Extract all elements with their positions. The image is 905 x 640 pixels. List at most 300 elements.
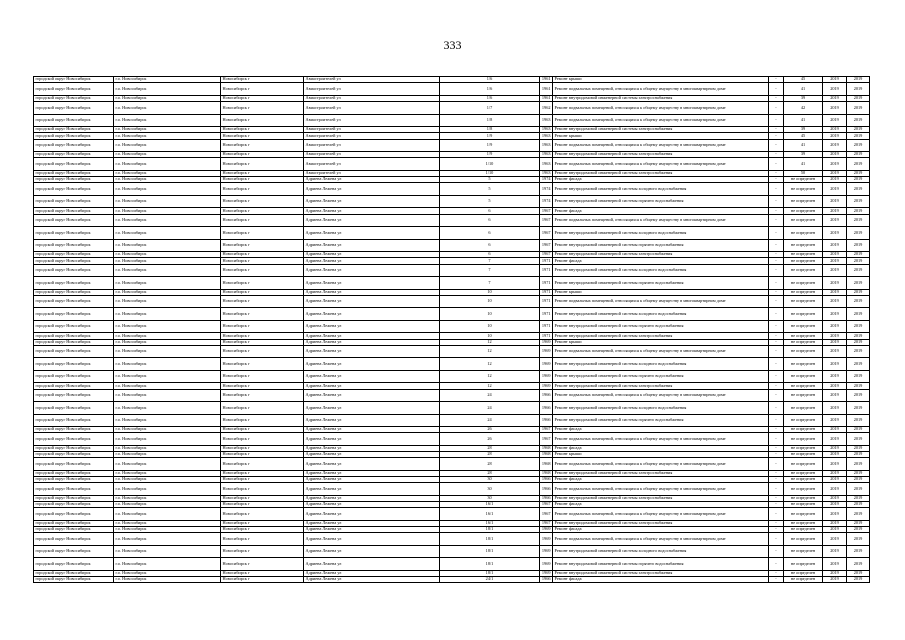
cell-end-year: 2019 xyxy=(847,170,870,176)
cell-end-year: 2019 xyxy=(847,295,870,308)
cell-municipality: городской округ Новосибирск xyxy=(34,502,114,508)
cell-locality: Новосибирск г xyxy=(221,533,304,546)
cell-work-type: Ремонт внутридомовой инженерной системы холодного водоснабжения xyxy=(553,545,769,558)
cell-build-year: 1966 xyxy=(540,495,553,501)
cell-city-district: г.о. Новосибирск xyxy=(114,320,221,333)
cell-city-district: г.о. Новосибирск xyxy=(114,358,221,371)
cell-plan-year: 2019 xyxy=(823,502,847,508)
cell-city-district: г.о. Новосибирск xyxy=(114,208,221,214)
cell-municipality: городской округ Новосибирск xyxy=(34,577,114,583)
cell-dash: - xyxy=(769,433,784,446)
cell-plan-year: 2019 xyxy=(823,339,847,345)
cell-locality: Новосибирск г xyxy=(221,95,304,101)
cell-municipality: городской округ Новосибирск xyxy=(34,533,114,546)
cell-cost: 39 xyxy=(784,152,823,158)
cell-city-district: г.о. Новосибирск xyxy=(114,277,221,290)
cell-municipality: городской округ Новосибирск xyxy=(34,483,114,496)
cell-dash: - xyxy=(769,533,784,546)
cell-house-number: 6 xyxy=(440,252,540,258)
repair-register-table xyxy=(33,76,870,583)
cell-end-year: 2019 xyxy=(847,402,870,415)
cell-plan-year: 2019 xyxy=(823,252,847,258)
cell-house-number: 16/1 xyxy=(440,502,540,508)
cell-end-year: 2019 xyxy=(847,289,870,295)
cell-end-year: 2019 xyxy=(847,445,870,451)
cell-cost: не определен xyxy=(784,252,823,258)
cell-street: Авиастроителей ул xyxy=(304,133,440,139)
cell-end-year: 2019 xyxy=(847,433,870,446)
cell-cost: не определен xyxy=(784,227,823,240)
cell-plan-year: 2019 xyxy=(823,358,847,371)
cell-dash: - xyxy=(769,445,784,451)
cell-house-number: 1/6 xyxy=(440,95,540,101)
cell-house-number: 26 xyxy=(440,427,540,433)
cell-dash: - xyxy=(769,77,784,83)
cell-end-year: 2019 xyxy=(847,495,870,501)
cell-end-year: 2019 xyxy=(847,477,870,483)
cell-house-number: 24 xyxy=(440,402,540,415)
cell-work-type: Ремонт фасада xyxy=(553,258,769,264)
cell-cost: не определен xyxy=(784,445,823,451)
cell-plan-year: 2019 xyxy=(823,133,847,139)
cell-build-year: 1974 xyxy=(540,177,553,183)
cell-city-district: г.о. Новосибирск xyxy=(114,133,221,139)
cell-city-district: г.о. Новосибирск xyxy=(114,83,221,96)
cell-dash: - xyxy=(769,483,784,496)
cell-house-number: 1/7 xyxy=(440,102,540,115)
cell-work-type: Ремонт подвальных помещений, относящихся к общему имуществу в многоквартирном доме xyxy=(553,483,769,496)
cell-municipality: городской округ Новосибирск xyxy=(34,195,114,208)
cell-municipality: городской округ Новосибирск xyxy=(34,264,114,277)
cell-work-type: Ремонт внутридомовой инженерной системы горячего водоснабжения xyxy=(553,558,769,571)
cell-cost: не определен xyxy=(784,258,823,264)
cell-dash: - xyxy=(769,508,784,521)
cell-plan-year: 2019 xyxy=(823,158,847,171)
cell-build-year: 1967 xyxy=(540,508,553,521)
cell-city-district: г.о. Новосибирск xyxy=(114,545,221,558)
cell-work-type: Ремонт подвальных помещений, относящихся к общему имуществу в многоквартирном доме xyxy=(553,458,769,471)
cell-street: Адриена Лежена ул xyxy=(304,433,440,446)
cell-plan-year: 2019 xyxy=(823,483,847,496)
cell-house-number: 6 xyxy=(440,239,540,252)
table-row xyxy=(34,558,870,571)
cell-dash: - xyxy=(769,252,784,258)
cell-street: Авиастроителей ул xyxy=(304,152,440,158)
cell-build-year: 1961 xyxy=(540,95,553,101)
cell-build-year: 1963 xyxy=(540,152,553,158)
cell-city-district: г.о. Новосибирск xyxy=(114,345,221,358)
cell-street: Адриена Лежена ул xyxy=(304,295,440,308)
cell-build-year: 1967 xyxy=(540,227,553,240)
cell-house-number: 6 xyxy=(440,208,540,214)
cell-dash: - xyxy=(769,195,784,208)
cell-locality: Новосибирск г xyxy=(221,195,304,208)
cell-house-number: 1/8 xyxy=(440,127,540,133)
cell-work-type: Ремонт внутридомовой инженерной системы электроснабжения xyxy=(553,127,769,133)
cell-end-year: 2019 xyxy=(847,208,870,214)
cell-street: Адриена Лежена ул xyxy=(304,452,440,458)
cell-city-district: г.о. Новосибирск xyxy=(114,170,221,176)
cell-plan-year: 2019 xyxy=(823,320,847,333)
cell-dash: - xyxy=(769,345,784,358)
cell-plan-year: 2019 xyxy=(823,308,847,321)
cell-build-year: 1969 xyxy=(540,558,553,571)
table-row xyxy=(34,508,870,521)
cell-locality: Новосибирск г xyxy=(221,227,304,240)
cell-city-district: г.о. Новосибирск xyxy=(114,383,221,389)
cell-city-district: г.о. Новосибирск xyxy=(114,152,221,158)
cell-house-number: 24/1 xyxy=(440,577,540,583)
cell-city-district: г.о. Новосибирск xyxy=(114,114,221,127)
cell-house-number: 24 xyxy=(440,414,540,427)
cell-end-year: 2019 xyxy=(847,414,870,427)
cell-house-number: 10 xyxy=(440,295,540,308)
cell-locality: Новосибирск г xyxy=(221,127,304,133)
cell-locality: Новосибирск г xyxy=(221,520,304,526)
table-row xyxy=(34,545,870,558)
cell-city-district: г.о. Новосибирск xyxy=(114,127,221,133)
cell-municipality: городской округ Новосибирск xyxy=(34,458,114,471)
cell-cost: не определен xyxy=(784,470,823,476)
cell-cost: не определен xyxy=(784,533,823,546)
cell-work-type: Ремонт крыши xyxy=(553,289,769,295)
cell-house-number: 1/9 xyxy=(440,152,540,158)
cell-plan-year: 2019 xyxy=(823,295,847,308)
cell-work-type: Ремонт внутридомовой инженерной системы электроснабжения xyxy=(553,152,769,158)
cell-work-type: Ремонт подвальных помещений, относящихся к общему имуществу в многоквартирном доме xyxy=(553,214,769,227)
cell-work-type: Ремонт крыши xyxy=(553,339,769,345)
cell-build-year: 1969 xyxy=(540,545,553,558)
cell-house-number: 10 xyxy=(440,289,540,295)
cell-municipality: городской округ Новосибирск xyxy=(34,545,114,558)
cell-street: Авиастроителей ул xyxy=(304,95,440,101)
cell-municipality: городской округ Новосибирск xyxy=(34,333,114,339)
cell-build-year: 1971 xyxy=(540,333,553,339)
cell-end-year: 2019 xyxy=(847,252,870,258)
table-row xyxy=(34,358,870,371)
cell-end-year: 2019 xyxy=(847,133,870,139)
cell-house-number: 7 xyxy=(440,258,540,264)
cell-city-district: г.о. Новосибирск xyxy=(114,158,221,171)
table-row xyxy=(34,483,870,496)
cell-plan-year: 2019 xyxy=(823,414,847,427)
cell-dash: - xyxy=(769,258,784,264)
cell-municipality: городской округ Новосибирск xyxy=(34,495,114,501)
cell-city-district: г.о. Новосибирск xyxy=(114,483,221,496)
cell-city-district: г.о. Новосибирск xyxy=(114,370,221,383)
cell-dash: - xyxy=(769,239,784,252)
cell-dash: - xyxy=(769,127,784,133)
cell-work-type: Ремонт внутридомовой инженерной системы холодного водоснабжения xyxy=(553,308,769,321)
cell-work-type: Ремонт фасада xyxy=(553,527,769,533)
cell-cost: не определен xyxy=(784,502,823,508)
table-row xyxy=(34,158,870,171)
cell-municipality: городской округ Новосибирск xyxy=(34,139,114,152)
cell-build-year: 1974 xyxy=(540,195,553,208)
table-row xyxy=(34,277,870,290)
cell-work-type: Ремонт крыши xyxy=(553,77,769,83)
cell-street: Адриена Лежена ул xyxy=(304,577,440,583)
cell-build-year: 1969 xyxy=(540,533,553,546)
cell-plan-year: 2019 xyxy=(823,402,847,415)
cell-work-type: Ремонт фасада xyxy=(553,208,769,214)
cell-city-district: г.о. Новосибирск xyxy=(114,308,221,321)
cell-locality: Новосибирск г xyxy=(221,158,304,171)
cell-work-type: Ремонт подвальных помещений, относящихся к общему имуществу в многоквартирном доме xyxy=(553,345,769,358)
cell-locality: Новосибирск г xyxy=(221,152,304,158)
cell-municipality: городской округ Новосибирск xyxy=(34,370,114,383)
cell-work-type: Ремонт внутридомовой инженерной системы холодного водоснабжения xyxy=(553,402,769,415)
cell-street: Адриена Лежена ул xyxy=(304,389,440,402)
cell-municipality: городской округ Новосибирск xyxy=(34,177,114,183)
cell-house-number: 5 xyxy=(440,177,540,183)
cell-locality: Новосибирск г xyxy=(221,370,304,383)
table-row xyxy=(34,370,870,383)
cell-municipality: городской округ Новосибирск xyxy=(34,470,114,476)
cell-work-type: Ремонт фасада xyxy=(553,477,769,483)
table-row xyxy=(34,183,870,196)
cell-end-year: 2019 xyxy=(847,502,870,508)
cell-plan-year: 2019 xyxy=(823,452,847,458)
cell-build-year: 1963 xyxy=(540,114,553,127)
cell-cost: не определен xyxy=(784,308,823,321)
cell-city-district: г.о. Новосибирск xyxy=(114,227,221,240)
cell-cost: не определен xyxy=(784,433,823,446)
table-row xyxy=(34,295,870,308)
cell-street: Адриена Лежена ул xyxy=(304,427,440,433)
cell-end-year: 2019 xyxy=(847,183,870,196)
cell-work-type: Ремонт подвальных помещений, относящихся к общему имуществу в многоквартирном доме xyxy=(553,508,769,521)
cell-plan-year: 2019 xyxy=(823,152,847,158)
cell-locality: Новосибирск г xyxy=(221,427,304,433)
cell-work-type: Ремонт подвальных помещений, относящихся к общему имуществу в многоквартирном доме xyxy=(553,83,769,96)
cell-work-type: Ремонт внутридомовой инженерной системы холодного водоснабжения xyxy=(553,264,769,277)
cell-end-year: 2019 xyxy=(847,533,870,546)
cell-locality: Новосибирск г xyxy=(221,470,304,476)
cell-locality: Новосибирск г xyxy=(221,77,304,83)
cell-dash: - xyxy=(769,402,784,415)
cell-street: Адриена Лежена ул xyxy=(304,527,440,533)
cell-municipality: городской округ Новосибирск xyxy=(34,133,114,139)
cell-city-district: г.о. Новосибирск xyxy=(114,427,221,433)
cell-end-year: 2019 xyxy=(847,345,870,358)
cell-dash: - xyxy=(769,139,784,152)
cell-street: Адриена Лежена ул xyxy=(304,414,440,427)
cell-city-district: г.о. Новосибирск xyxy=(114,520,221,526)
cell-build-year: 1967 xyxy=(540,214,553,227)
cell-street: Адриена Лежена ул xyxy=(304,520,440,526)
cell-locality: Новосибирск г xyxy=(221,208,304,214)
cell-dash: - xyxy=(769,570,784,576)
cell-end-year: 2019 xyxy=(847,83,870,96)
cell-work-type: Ремонт фасада xyxy=(553,502,769,508)
cell-street: Адриена Лежена ул xyxy=(304,277,440,290)
cell-locality: Новосибирск г xyxy=(221,239,304,252)
cell-plan-year: 2019 xyxy=(823,508,847,521)
cell-locality: Новосибирск г xyxy=(221,83,304,96)
cell-municipality: городской округ Новосибирск xyxy=(34,389,114,402)
cell-build-year: 1967 xyxy=(540,239,553,252)
cell-build-year: 1966 xyxy=(540,402,553,415)
cell-house-number: 18/1 xyxy=(440,545,540,558)
cell-locality: Новосибирск г xyxy=(221,402,304,415)
cell-build-year: 1967 xyxy=(540,502,553,508)
cell-plan-year: 2019 xyxy=(823,370,847,383)
table-row xyxy=(34,83,870,96)
cell-cost: не определен xyxy=(784,577,823,583)
table-row xyxy=(34,458,870,471)
cell-house-number: 12 xyxy=(440,345,540,358)
cell-house-number: 30 xyxy=(440,477,540,483)
cell-build-year: 1969 xyxy=(540,345,553,358)
cell-build-year: 1969 xyxy=(540,339,553,345)
cell-end-year: 2019 xyxy=(847,520,870,526)
cell-house-number: 16/1 xyxy=(440,520,540,526)
cell-build-year: 1971 xyxy=(540,308,553,321)
cell-street: Авиастроителей ул xyxy=(304,139,440,152)
cell-municipality: городской округ Новосибирск xyxy=(34,227,114,240)
cell-cost: не определен xyxy=(784,183,823,196)
cell-dash: - xyxy=(769,177,784,183)
cell-cost: не определен xyxy=(784,508,823,521)
cell-city-district: г.о. Новосибирск xyxy=(114,445,221,451)
cell-house-number: 12 xyxy=(440,383,540,389)
cell-municipality: городской округ Новосибирск xyxy=(34,239,114,252)
cell-municipality: городской округ Новосибирск xyxy=(34,289,114,295)
cell-plan-year: 2019 xyxy=(823,214,847,227)
cell-locality: Новосибирск г xyxy=(221,414,304,427)
cell-house-number: 18/1 xyxy=(440,558,540,571)
cell-dash: - xyxy=(769,502,784,508)
cell-street: Адриена Лежена ул xyxy=(304,333,440,339)
cell-dash: - xyxy=(769,170,784,176)
cell-cost: не определен xyxy=(784,264,823,277)
cell-city-district: г.о. Новосибирск xyxy=(114,214,221,227)
cell-build-year: 1963 xyxy=(540,170,553,176)
cell-city-district: г.о. Новосибирск xyxy=(114,452,221,458)
cell-house-number: 1/6 xyxy=(440,77,540,83)
cell-city-district: г.о. Новосибирск xyxy=(114,177,221,183)
cell-plan-year: 2019 xyxy=(823,520,847,526)
cell-locality: Новосибирск г xyxy=(221,570,304,576)
cell-city-district: г.о. Новосибирск xyxy=(114,577,221,583)
cell-plan-year: 2019 xyxy=(823,383,847,389)
cell-house-number: 1/10 xyxy=(440,170,540,176)
cell-locality: Новосибирск г xyxy=(221,389,304,402)
cell-dash: - xyxy=(769,158,784,171)
cell-municipality: городской округ Новосибирск xyxy=(34,308,114,321)
cell-end-year: 2019 xyxy=(847,177,870,183)
cell-plan-year: 2019 xyxy=(823,102,847,115)
cell-city-district: г.о. Новосибирск xyxy=(114,508,221,521)
cell-street: Адриена Лежена ул xyxy=(304,570,440,576)
cell-locality: Новосибирск г xyxy=(221,452,304,458)
cell-build-year: 1961 xyxy=(540,83,553,96)
table-row xyxy=(34,195,870,208)
cell-build-year: 1963 xyxy=(540,127,553,133)
cell-build-year: 1969 xyxy=(540,358,553,371)
cell-cost: 41 xyxy=(784,114,823,127)
cell-build-year: 1963 xyxy=(540,133,553,139)
table-row xyxy=(34,402,870,415)
cell-cost: не определен xyxy=(784,452,823,458)
cell-house-number: 30 xyxy=(440,483,540,496)
cell-build-year: 1967 xyxy=(540,427,553,433)
cell-end-year: 2019 xyxy=(847,152,870,158)
cell-build-year: 1968 xyxy=(540,452,553,458)
cell-municipality: городской округ Новосибирск xyxy=(34,345,114,358)
cell-locality: Новосибирск г xyxy=(221,133,304,139)
cell-end-year: 2019 xyxy=(847,483,870,496)
cell-work-type: Ремонт фасада xyxy=(553,427,769,433)
cell-work-type: Ремонт крыши xyxy=(553,133,769,139)
cell-street: Адриена Лежена ул xyxy=(304,508,440,521)
cell-work-type: Ремонт подвальных помещений, относящихся к общему имуществу в многоквартирном доме xyxy=(553,389,769,402)
cell-end-year: 2019 xyxy=(847,95,870,101)
cell-cost: не определен xyxy=(784,320,823,333)
cell-city-district: г.о. Новосибирск xyxy=(114,102,221,115)
cell-work-type: Ремонт внутридомовой инженерной системы электроснабжения xyxy=(553,95,769,101)
cell-municipality: городской округ Новосибирск xyxy=(34,170,114,176)
cell-work-type: Ремонт внутридомовой инженерной системы электроснабжения xyxy=(553,252,769,258)
cell-build-year: 1971 xyxy=(540,264,553,277)
cell-plan-year: 2019 xyxy=(823,195,847,208)
cell-dash: - xyxy=(769,458,784,471)
cell-locality: Новосибирск г xyxy=(221,458,304,471)
cell-end-year: 2019 xyxy=(847,570,870,576)
cell-municipality: городской округ Новосибирск xyxy=(34,452,114,458)
cell-house-number: 18/1 xyxy=(440,527,540,533)
cell-work-type: Ремонт внутридомовой инженерной системы холодного водоснабжения xyxy=(553,358,769,371)
cell-build-year: 1967 xyxy=(540,208,553,214)
cell-locality: Новосибирск г xyxy=(221,477,304,483)
cell-cost: не определен xyxy=(784,277,823,290)
cell-city-district: г.о. Новосибирск xyxy=(114,295,221,308)
cell-end-year: 2019 xyxy=(847,258,870,264)
cell-cost: не определен xyxy=(784,389,823,402)
cell-street: Адриена Лежена ул xyxy=(304,208,440,214)
cell-city-district: г.о. Новосибирск xyxy=(114,502,221,508)
cell-dash: - xyxy=(769,333,784,339)
cell-plan-year: 2019 xyxy=(823,470,847,476)
cell-house-number: 1/9 xyxy=(440,133,540,139)
cell-locality: Новосибирск г xyxy=(221,483,304,496)
cell-locality: Новосибирск г xyxy=(221,333,304,339)
cell-plan-year: 2019 xyxy=(823,208,847,214)
cell-dash: - xyxy=(769,295,784,308)
cell-locality: Новосибирск г xyxy=(221,445,304,451)
table-body xyxy=(34,77,870,583)
cell-dash: - xyxy=(769,227,784,240)
cell-work-type: Ремонт фасада xyxy=(553,177,769,183)
cell-plan-year: 2019 xyxy=(823,333,847,339)
cell-build-year: 1967 xyxy=(540,252,553,258)
cell-work-type: Ремонт подвальных помещений, относящихся к общему имуществу в многоквартирном доме xyxy=(553,533,769,546)
cell-plan-year: 2019 xyxy=(823,477,847,483)
cell-house-number: 12 xyxy=(440,358,540,371)
cell-municipality: городской округ Новосибирск xyxy=(34,433,114,446)
cell-locality: Новосибирск г xyxy=(221,495,304,501)
cell-dash: - xyxy=(769,427,784,433)
cell-work-type: Ремонт внутридомовой инженерной системы горячего водоснабжения xyxy=(553,239,769,252)
cell-locality: Новосибирск г xyxy=(221,577,304,583)
cell-house-number: 1/10 xyxy=(440,158,540,171)
cell-build-year: 1969 xyxy=(540,383,553,389)
cell-city-district: г.о. Новосибирск xyxy=(114,258,221,264)
cell-street: Адриена Лежена ул xyxy=(304,383,440,389)
cell-municipality: городской округ Новосибирск xyxy=(34,295,114,308)
cell-house-number: 12 xyxy=(440,370,540,383)
